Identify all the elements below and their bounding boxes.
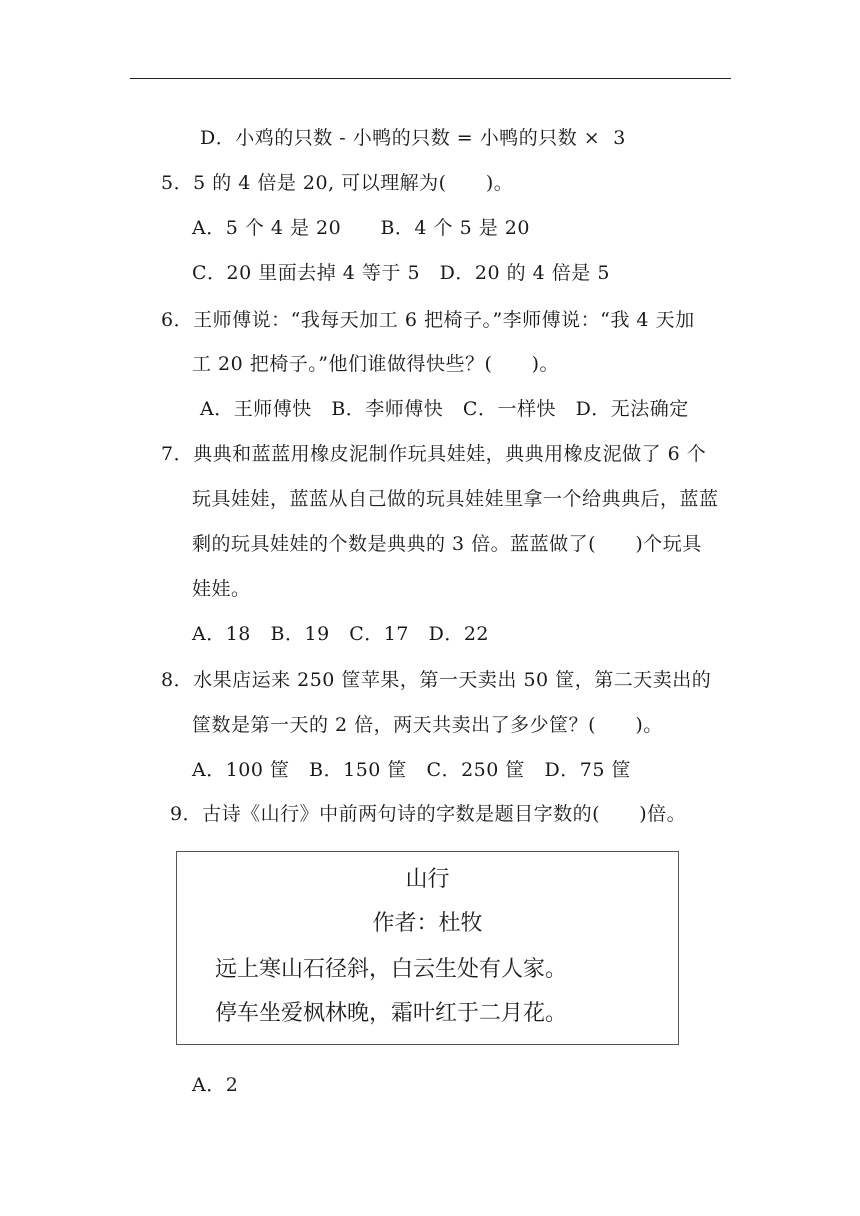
poem-box: [176, 851, 679, 1045]
q5-options-cd: C．20 里面去掉 4 等于 5 D．20 的 4 倍是 5: [192, 262, 610, 284]
q7-stem-line1: 7．典典和蓝蓝用橡皮泥制作玩具娃娃，典典用橡皮泥做了 6 个: [161, 443, 707, 465]
q8-options: A．100 筐 B．150 筐 C．250 筐 D．75 筐: [192, 759, 631, 781]
q4-option-d: D．小鸡的只数 - 小鸭的只数 = 小鸭的只数 × 3: [200, 127, 626, 149]
q9-stem: 9．古诗《山行》中前两句诗的字数是题目字数的( )倍。: [170, 803, 687, 825]
q8-stem-line2: 筐数是第一天的 2 倍，两天共卖出了多少筐？( )。: [192, 714, 663, 736]
q6-stem-line2: 工 20 把椅子。”他们谁做得快些？( )。: [192, 353, 560, 375]
poem-line-2: 停车坐爱枫林晚，霜叶红于二月花。: [215, 1001, 568, 1026]
poem-author: 作者：杜牧: [372, 911, 483, 936]
q5-options-ab: A．5 个 4 是 20 B．4 个 5 是 20: [192, 217, 530, 239]
header-rule: [130, 78, 731, 79]
poem-line-1: 远上寒山石径斜，白云生处有人家。: [215, 957, 568, 982]
q6-options: A．王师傅快 B．李师傅快 C．一样快 D．无法确定: [200, 398, 689, 420]
poem-title: 山行: [405, 867, 450, 892]
q7-stem-line3: 剩的玩具娃娃的个数是典典的 3 倍。蓝蓝做了( )个玩具: [192, 533, 702, 555]
q7-options: A．18 B．19 C．17 D．22: [192, 623, 490, 645]
q7-stem-line2: 玩具娃娃，蓝蓝从自己做的玩具娃娃里拿一个给典典后，蓝蓝: [192, 488, 719, 510]
q6-stem-line1: 6．王师傅说：“我每天加工 6 把椅子。”李师傅说：“我 4 天加: [161, 309, 695, 331]
q7-stem-line4: 娃娃。: [192, 578, 251, 600]
q9-option-a: A．2: [192, 1074, 239, 1096]
q8-stem-line1: 8．水果店运来 250 筐苹果，第一天卖出 50 筐，第二天卖出的: [161, 669, 712, 691]
q5-stem: 5．5 的 4 倍是 20, 可以理解为( )。: [161, 172, 514, 194]
